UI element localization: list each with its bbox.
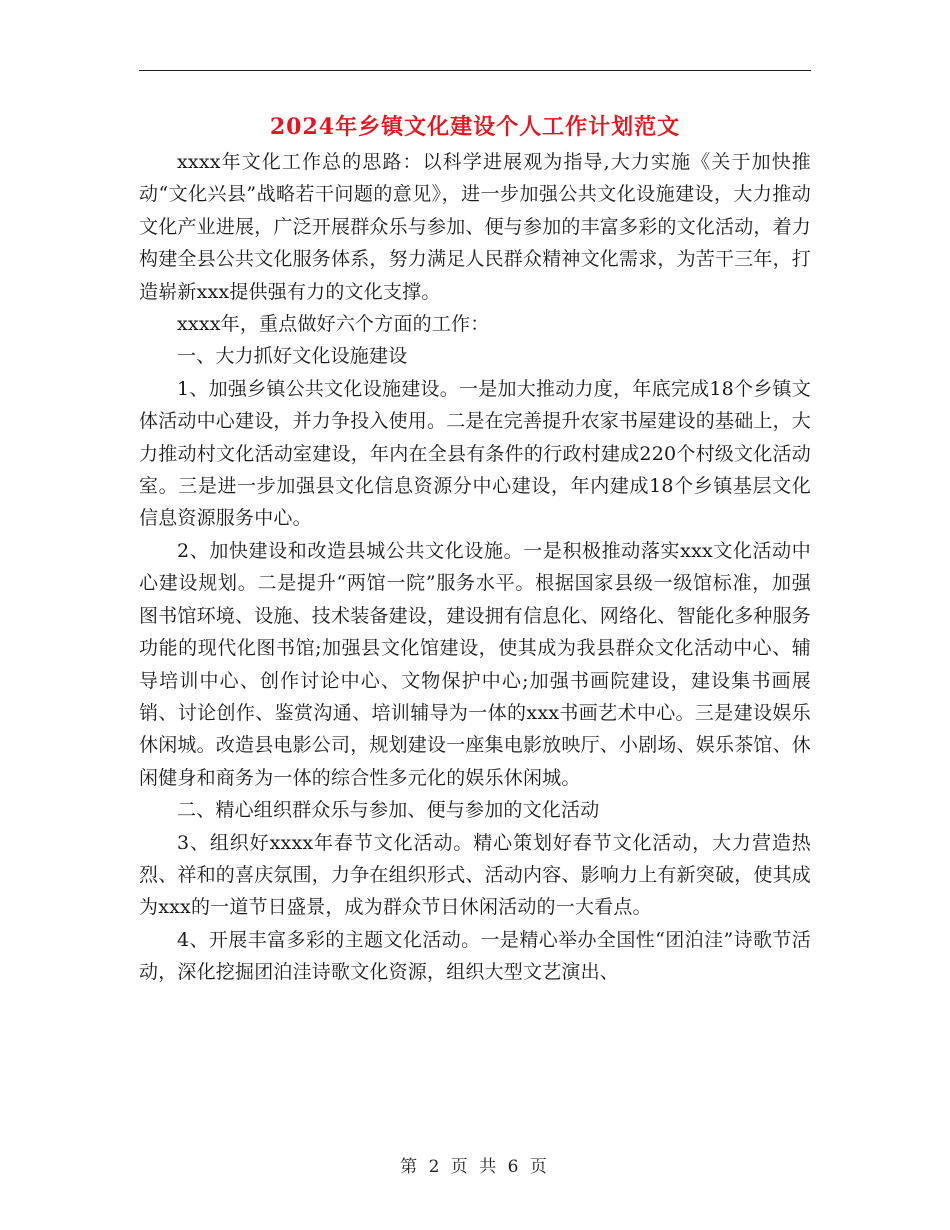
section-heading: 二、精心组织群众乐与参加、便与参加的文化活动: [177, 799, 600, 822]
paragraph: 2、加快建设和改造县城公共文化设施。一是积极推动落实xxx文化活动中心建设规划。二是提升“两馆一院”服务水平。根据国家县级一级馆标准，加强图书馆环境、设施、技术装备建设，建设拥有信息化、网络化、智能化多种服务功能的现代化图书馆;加强县文化馆建设，使其成为我县群众文化活动中心、辅导培训中心、创作讨论中心、文物保护中心;加强书画院建设，建设集书画展销、讨论创作、鉴赏沟通、培训辅导为一体的xxx书画艺术中心。三是建设娱乐休闲城。改造县电影公司，规划建设一座集电影放映厅、小剧场、娱乐茶馆、休闲健身和商务为一体的综合性多元化的娱乐休闲城。: [139, 539, 812, 789]
section-heading: 一、大力抓好文化设施建设: [177, 345, 408, 368]
header-rule: [139, 70, 811, 71]
paragraph: xxxx年，重点做好六个方面的工作：: [177, 313, 490, 336]
page-number-footer: 第 2 页 共 6 页: [400, 1157, 550, 1177]
paragraph: 3、组织好xxxx年春节文化活动。精心策划好春节文化活动，大力营造热烈、祥和的喜庆氛围，力争在组织形式、活动内容、影响力上有新突破，使其成为xxx的一道节日盛景，成为群众节日休闲活动的一大看点。: [139, 831, 812, 919]
document-body: [139, 146, 811, 989]
document-title: 2024年乡镇文化建设个人工作计划范文: [269, 114, 681, 140]
paragraph: 4、开展丰富多彩的主题文化活动。一是精心举办全国性“团泊洼”诗歌节活动，深化挖掘团泊洼诗歌文化资源，组织大型文艺演出、: [139, 928, 811, 984]
paragraph: 1、加强乡镇公共文化设施建设。一是加大推动力度，年底完成18个乡镇文体活动中心建设，并力争投入使用。二是在完善提升农家书屋建设的基础上，大力推动村文化活动室建设，年内在全县有条件的行政村建成220个村级文化活动室。三是进一步加强县文化信息资源分中心建设，年内建成18个乡镇基层文化信息资源服务中心。: [139, 377, 812, 530]
paragraph: xxxx年文化工作总的思路：以科学进展观为指导,大力实施《关于加快推动“文化兴县”战略若干问题的意见》，进一步加强公共文化设施建设，大力推动文化产业进展，广泛开展群众乐与参加、便与参加的丰富多彩的文化活动，着力构建全县公共文化服务体系，努力满足人民群众精神文化需求，为苦干三年，打造崭新xxx提供强有力的文化支撑。: [139, 151, 812, 303]
